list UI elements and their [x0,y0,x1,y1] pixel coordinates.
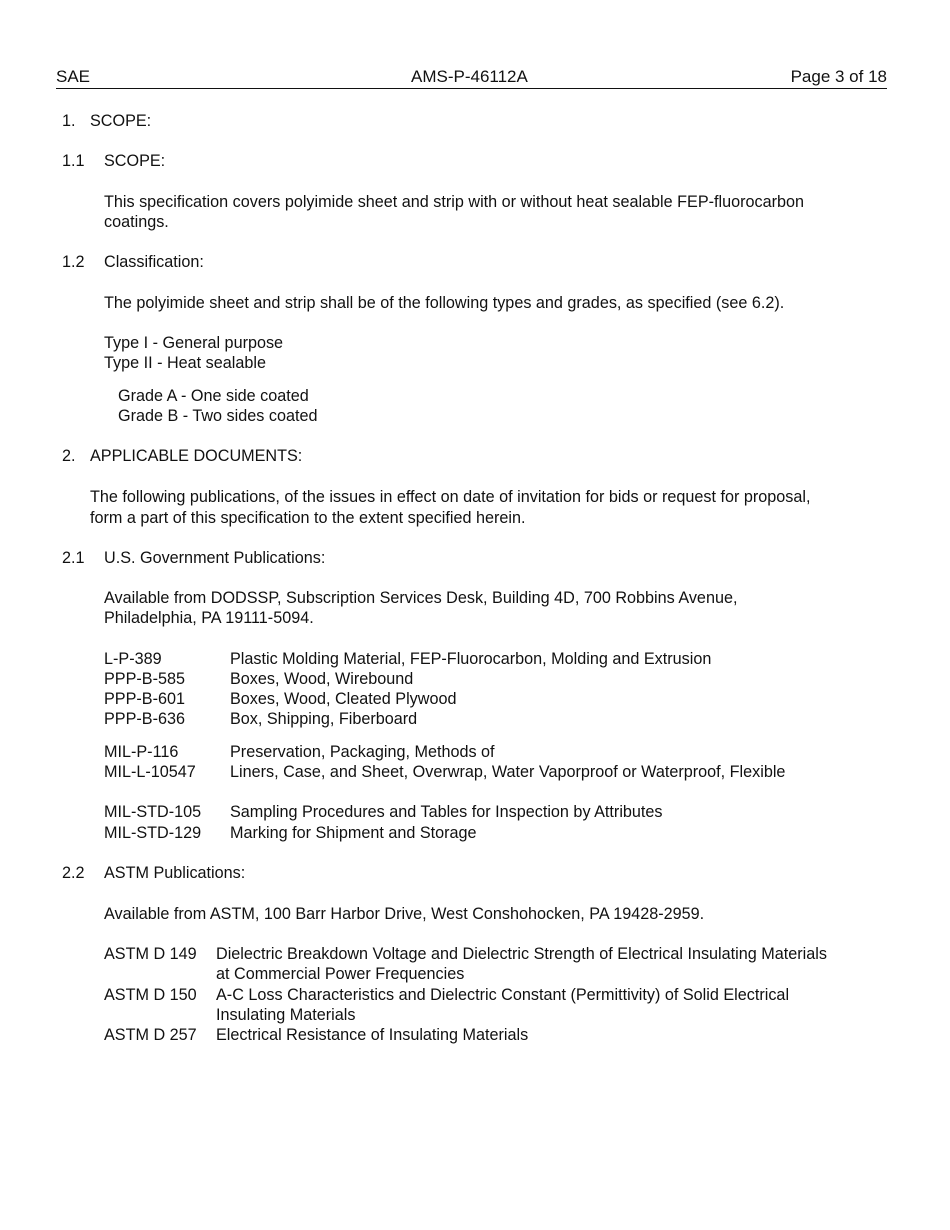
section-2-2-number: 2.2 [62,864,85,882]
section-1-1-title: SCOPE: [104,152,166,170]
reference-title: Sampling Procedures and Tables for Inspection by Attributes [230,803,663,821]
section-1-2-number: 1.2 [62,253,85,271]
type-1: Type I - General purpose [104,334,284,352]
reference-code: MIL-P-116 [104,743,179,761]
section-1-2-title: Classification: [104,253,204,271]
astm-title-line-2: Insulating Materials [216,1006,356,1024]
reference-title: Boxes, Wood, Cleated Plywood [230,690,457,708]
section-1-title: SCOPE: [90,112,152,130]
reference-title: Box, Shipping, Fiberboard [230,710,418,728]
astm-code: ASTM D 150 [104,986,197,1004]
section-2-1-title: U.S. Government Publications: [104,549,326,567]
reference-code: L-P-389 [104,650,162,668]
grade-a: Grade A - One side coated [118,387,309,405]
reference-code: MIL-STD-129 [104,824,202,842]
astm-code: ASTM D 257 [104,1026,197,1044]
reference-code: MIL-L-10547 [104,763,196,781]
reference-title: Plastic Molding Material, FEP-Fluorocarbon, Molding and Extrusion [230,650,712,668]
reference-title: Liners, Case, and Sheet, Overwrap, Water Vaporproof or Waterproof, Flexible [230,763,786,781]
reference-title: Marking for Shipment and Storage [230,824,477,842]
astm-title-line-2: at Commercial Power Frequencies [216,965,465,983]
header-org: SAE [56,67,91,86]
scope-paragraph-line-1: This specification covers polyimide sheet and strip with or without heat sealable FEP-fluorocarbon [104,193,805,211]
header-doc-number: AMS-P-46112A [411,67,528,86]
applicable-paragraph-line-2: form a part of this specification to the extent specified herein. [90,509,526,527]
section-2-number: 2. [62,447,76,465]
grade-b: Grade B - Two sides coated [118,407,318,425]
reference-code: PPP-B-585 [104,670,185,688]
astm-code: ASTM D 149 [104,945,197,963]
running-header [56,66,887,89]
astm-title-line-1: Electrical Resistance of Insulating Materials [216,1026,529,1044]
section-2-2-title: ASTM Publications: [104,864,246,882]
section-1-1-number: 1.1 [62,152,85,170]
type-2: Type II - Heat sealable [104,354,266,372]
reference-code: MIL-STD-105 [104,803,202,821]
reference-code: PPP-B-636 [104,710,185,728]
section-2-1-number: 2.1 [62,549,85,567]
applicable-paragraph-line-1: The following publications, of the issues in effect on date of invitation for bids or request for proposal, [90,488,811,506]
astm-title-line-1: Dielectric Breakdown Voltage and Dielectric Strength of Electrical Insulating Materials [216,945,827,963]
reference-code: PPP-B-601 [104,690,185,708]
dodssp-availability-line-1: Available from DODSSP, Subscription Services Desk, Building 4D, 700 Robbins Avenue, [104,589,738,607]
classification-paragraph: The polyimide sheet and strip shall be of the following types and grades, as specified (see 6.2). [104,294,785,312]
astm-title-line-1: A-C Loss Characteristics and Dielectric Constant (Permittivity) of Solid Electrical [216,986,790,1004]
astm-availability: Available from ASTM, 100 Barr Harbor Drive, West Conshohocken, PA 19428-2959. [104,905,705,923]
reference-title: Boxes, Wood, Wirebound [230,670,414,688]
header-page-number: Page 3 of 18 [790,67,887,86]
reference-title: Preservation, Packaging, Methods of [230,743,495,761]
section-1-number: 1. [62,112,76,130]
dodssp-availability-line-2: Philadelphia, PA 19111-5094. [104,609,314,627]
section-2-title: APPLICABLE DOCUMENTS: [90,447,303,465]
scope-paragraph-line-2: coatings. [104,213,169,231]
